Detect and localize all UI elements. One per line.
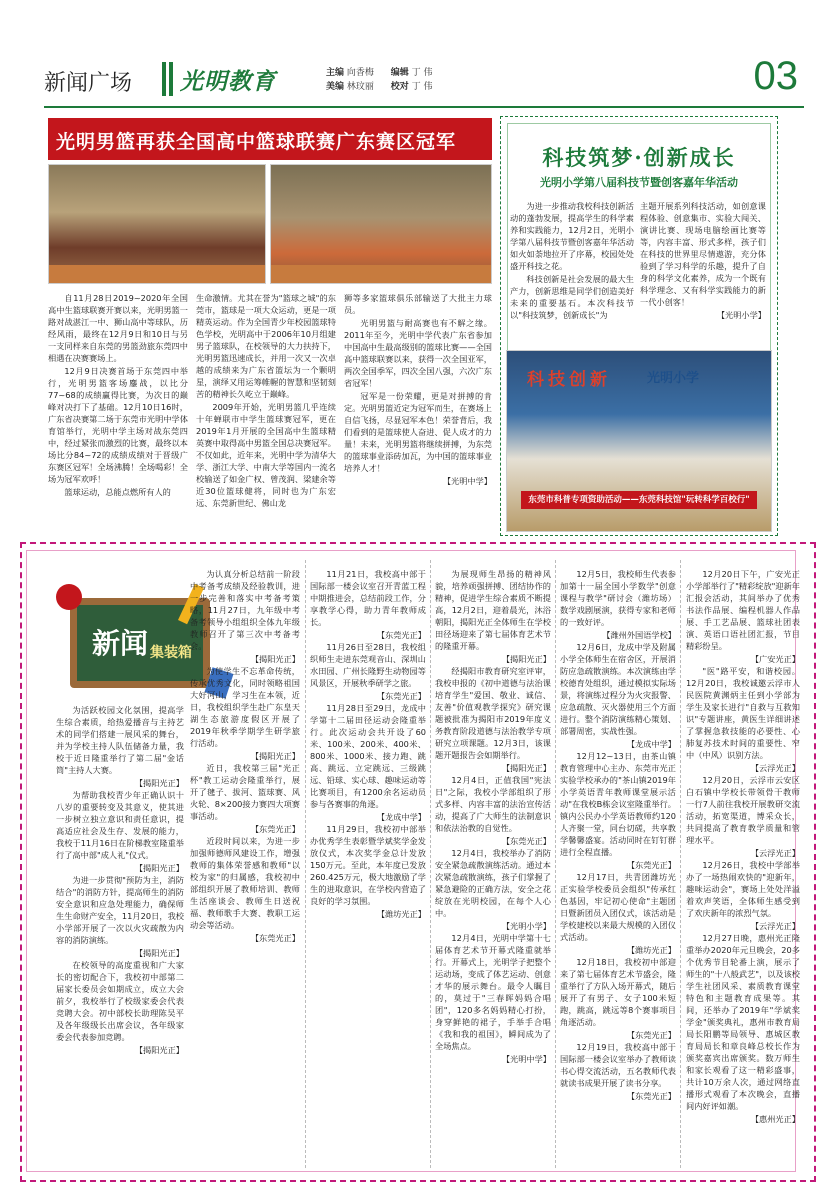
article1-column-2 [196, 292, 336, 510]
news-item: 11月28日至29日，龙成中学第十二届田径运动会隆重举行。此次运动会共开设了60米、100米、200米、400米、800米、1000米、接力跑、跳高、跳远、立定跳远、三级跳远、铅球、实心球、趣味运动等比赛项目，有1200余名运动员参与各赛事的角逐。 [310, 703, 426, 809]
byline: 【光明中学】 [442, 476, 492, 486]
news-column-b [190, 568, 300, 944]
logo-bar-icon [162, 62, 166, 96]
news-item: 11月26日至28日，我校组织师生走进东莞观音山、深圳山水田园、广州长隆野生动物园等风景区，开展秋季研学之旅。 [310, 642, 426, 688]
newspaper-logo [162, 60, 308, 98]
article1-headline-bar [48, 118, 492, 160]
credit-label: 美编 [326, 82, 345, 92]
news-item: 12月27日晚，惠州光正隆重举办2020年元旦晚会，20多个优秀节目轮番上演，展示了师生的"十八般武艺"，以及该校学生社团风采、素质教育课堂特色和主题教育成果等。其间，还举办了2019年"学斌奖学金"颁奖典礼，惠州市教育局局长阳鹏等局领导、惠城区教育局局长和章良峰总校长作为颁奖嘉宾出席颁奖。数万师生和家长观看了这一精彩盛事，共计10万余人次，通过网络直播形式观看了本次晚会，直播间内好评如潮。 [686, 933, 800, 1111]
news-board-title: 新闻 [92, 627, 149, 660]
news-item: 12月17日，共青团潍坊光正实验学校委员会组织"传承红色基因，牢记初心使命"主题团日暨新团员入团仪式，该活动是学校建校以来最大规模的入团仪式活动。 [560, 872, 676, 942]
byline: 【潍州外国语学校】 [602, 630, 676, 640]
basketball-team-photo [48, 164, 266, 284]
byline: 【云浮光正】 [750, 921, 800, 931]
news-item: 12月19日，我校高中部于国际部一楼会议室举办了教师读书心得交流活动，五名教师代表就读书成果开展了读书分享。 [560, 1042, 676, 1088]
credits-row [326, 80, 526, 94]
byline: 【东莞光正】 [376, 630, 426, 640]
credit-label: 校对 [390, 82, 409, 92]
news-board-subtitle: 集装箱 [150, 645, 192, 661]
news-item: 12月4日，光明中学第十七届体育艺术节开幕式隆重就举行。开幕式上，光明学子把整个运动场，变成了体艺运动、创意才华的展示舞台。最令人瞩目的，莫过于"三春晖妈妈合唱团"，120多名妈妈精心打扮，身穿鲜艳的裙子，手举手合唱《我和我的祖国》，瞬间成为了全场焦点。 [435, 933, 551, 1051]
byline: 【东莞光正】 [501, 836, 551, 846]
news-column-a [56, 704, 184, 1056]
news-item: 12月26日，我校中学部举办了一场热闹欢快的"迎新年，趣味运动会"，赛场上处处洋溢着欢声笑语，全体师生感受到了欢庆新年的浓烈气氛。 [686, 860, 800, 918]
news-item: 11月29日，我校初中部举办优秀学生表彰暨学斌奖学金发放仪式，本次奖学金总计发放150万元。至此，本年度已发放260.425万元，极大地激励了学生的进取意识，在学校内营造了良好的学习氛围。 [310, 824, 426, 906]
photo-sign-text-2: 光明小学 [647, 371, 700, 386]
news-item: 为展现师生昂扬的精神风貌，培养顽强拼搏、团结协作的精神，促进学生综合素质不断提高，12月2日，迎着晨光，沐浴朝阳，揭阳光正全体师生在学校田径场迎来了第七届体育艺术节的隆重开幕。 [435, 569, 551, 651]
byline: 【揭阳光正】 [134, 778, 184, 788]
news-column-e [560, 568, 676, 1102]
news-item: 12月18日，我校初中部迎来了第七届体育艺术节盛会，隆重举行了方队入场开幕式，随后展开了有男子、女子100米短跑，跳高，跳远等8个赛事项目角逐活动。 [560, 957, 676, 1027]
news-item: 12月20日，云浮市云安区白石镇中学校长带领骨干教师一行7人前往我校开展教研交流活动，拓宽渠道，博采众长，共同提高了教育教学质量和管理水平。 [686, 775, 800, 845]
paragraph: 为进一步推动我校科技创新活动的蓬勃发展，提高学生的科学素养和实践能力，12月2日，光明小学第八届科技节暨创客嘉年华活动如火如荼地拉开了序幕，校园处处盛开科技之花。 [510, 201, 634, 271]
article1-headline: 光明男篮再获全国高中篮球联赛广东赛区冠军 [56, 131, 457, 153]
article2-headline: 科技筑梦·创新成长 [542, 145, 736, 170]
court-floor [271, 265, 491, 283]
byline: 【揭阳光正】 [134, 863, 184, 873]
paragraph: 科技创新是社会发展的最大生产力，创新思维是同学们创造美好未来的重要基石。本次科技节以"科技筑梦，创新成长"为 [510, 274, 634, 320]
apple-icon [56, 584, 82, 610]
byline: 【揭阳光正】 [134, 1045, 184, 1055]
byline: 【揭阳光正】 [250, 654, 300, 664]
photo-people [55, 219, 259, 265]
paragraph: 冠军是一份荣耀，更是对拼搏的肯定。光明男篮近定为冠军而生，在赛场上自信飞扬，尽显冠军本色！荣誉背后，我们看到的是篮球使人奋进、促人成才的力量！未来，光明男篮将继续拼搏，为东莞的篮球事业添砖加瓦，为中国的篮球事业培养人才！ [344, 391, 492, 473]
byline: 【东莞光正】 [626, 1091, 676, 1101]
byline: 【光明小学】 [716, 310, 766, 320]
news-item: 为使学生不忘革命传统，传承优秀文化，同时领略祖国大好河山，学习生在本领，近日，我校组织学生赴广东皇天湖生态旅游度假区开展了2019年秋季学期学生研学旅行活动。 [190, 666, 300, 748]
news-item: 近日，我校第三届"光正杯"教工运动会隆重举行，展开了毽子、拔河、篮球赛、风火轮、8×200接力赛四大项赛事活动。 [190, 763, 300, 821]
page-header [44, 54, 804, 100]
paragraph: 生命激情。尤其在誉为"篮球之城"的东莞市，篮球是一项大众运动，更是一项精英运动。作为全国青少年校园篮球特色学校，光明高中于2006年10月组建男子篮球队，在校领导的大力扶持下，光明男篮迅速成长，并用一次又一次卓越的成绩来为广东省篮坛为一个颗明星，演绎又用运筹帷幄的智慧和坚韧刻苦的精神长久屹立于巅峰。 [196, 293, 336, 399]
photo-sign-text: 科技创新 [527, 370, 611, 390]
photo-people [517, 449, 761, 489]
news-item: 12月6日，龙成中学及附属小学全体师生在宿舍区，开展消防应急疏散演练。本次演练由学校德育处组织，通过模拟实际场景，将演练过程分为火灾报警、应急疏散、灭火器使用三个方面进行。整个消防演练精心策划、部署周密，实战性强。 [560, 642, 676, 736]
paragraph: 主题开展系列科技活动，如创意课程体验、创意集市、实验大闯关、演讲比赛、现场电脑绘画比赛等等，内容丰富、形式多样，孩子们在科技的世界里尽情遨游，充分体验到了学习科学的乐趣，提升了自身的科学文化素养，成为一个既有科学理念、又有科学实践能力的新一代小创客！ [640, 201, 766, 307]
credits-row [326, 66, 526, 80]
photo-banner: 东莞市科普专项资助活动——东莞科技馆"玩转科学百校行" [521, 491, 757, 509]
byline: 【揭阳光正】 [250, 751, 300, 761]
news-column-f [686, 568, 800, 1125]
byline: 【龙成中学】 [376, 812, 426, 822]
byline: 【惠州光正】 [750, 1114, 800, 1124]
news-item: 为活跃校园文化氛围，提高学生综合素质，给热爱播音与主持艺术的同学们搭建一展风采的舞台，并为学校主持人队伍储备力量，我校于近日隆重举行了第二届"金话筒"主持人大赛。 [56, 705, 184, 775]
byline: 【光明小学】 [501, 921, 551, 931]
byline: 【东莞光正】 [250, 933, 300, 943]
header-rule [44, 106, 804, 108]
byline: 【揭阳光正】 [501, 654, 551, 664]
news-item: 近段时间以来，为进一步加强师德师风建设工作，增强教师的集体荣誉感和教师"以校为家"的归属感，我校初中部组织开展了教师培训、教师生活座谈会、教师生日送祝福、教师歌手大赛、教职工运动会等活动。 [190, 836, 300, 930]
news-item: 12月20日下午，广安光正小学部举行了"精彩绽放"迎新年汇报会活动，其间举办了优秀书法作品展、编程机器人作品展、手工艺品展、篮球社团表演、英语口语社团汇报，节目精彩纷呈。 [686, 569, 800, 651]
court-floor [49, 265, 265, 283]
byline: 【东莞光正】 [626, 1030, 676, 1040]
section-title: 新闻广场 [44, 71, 133, 96]
byline: 【云浮光正】 [750, 848, 800, 858]
byline: 【潍坊光正】 [626, 945, 676, 955]
news-item: 经揭阳市教育研究室评审，我校申报的《初中道德与法治课培育学生"爱国、敬业、诚信、友善"价值观教学探究》研究课题被批准为揭阳市2019年度义务教育阶段道德与法治教学专项研究立项课题。12月3日，该课题开题报告会如期举行。 [435, 666, 551, 760]
article2-column-1 [510, 200, 634, 322]
basketball-award-photo [270, 164, 492, 284]
credit-name: 向香梅 [346, 68, 374, 78]
article1-column-1 [48, 292, 188, 499]
paragraph: 光明男篮与耐高赛也有不解之缘。2011年至今，光明中学代表广东省参加中国高中生最高级别的篮球比赛——全国高中篮球联赛以来，获得一次全国亚军，两次全国季军，四次全国八强，六次广东省冠军！ [344, 318, 492, 388]
article2-column-2 [640, 200, 766, 321]
news-item: 为帮助我校青少年正确认识十八岁的重要转变及其意义，使其进一步树立独立意识和责任意识，提高适应社会及生存、发展的能力，我校于11月16日在阶梯教室隆重举行了高中部"成人礼"仪式。 [56, 790, 184, 860]
byline: 【潍坊光正】 [376, 909, 426, 919]
paragraph: 篮球运动，总能点燃所有人的 [64, 487, 171, 497]
article2-subheadline: 光明小学第八届科技节暨创客嘉年华活动 [540, 176, 738, 189]
credits [326, 66, 526, 94]
news-column-c [310, 568, 426, 920]
article1-column-3 [344, 292, 492, 487]
byline: 【云浮光正】 [750, 763, 800, 773]
page-number: 03 [753, 54, 798, 98]
credit-name: 丁 伟 [411, 82, 433, 92]
paragraph: 狮等多家篮球俱乐部输送了大批主力球员。 [344, 293, 492, 315]
logo-bar-icon [169, 62, 173, 96]
byline: 【揭阳光正】 [134, 948, 184, 958]
byline: 【东莞光正】 [250, 824, 300, 834]
byline: 【广安光正】 [750, 654, 800, 664]
paragraph: 12月9日决赛首场于东莞四中举行，光明男篮客场鏖战，以比分77~68的成绩赢得比赛，为次日的巅峰对决打下了基础。12月10日16时，广东省决赛第二场于东莞市光明中学体育馆举行，光明中学主场对战东莞四中，经过紧张而激烈的比赛，最终以本场比分84~72的成绩成绩对于晋级广东赛区冠军！全场沸腾！全场喝彩！全场为冠军欢呼！ [48, 366, 188, 484]
news-column-d [435, 568, 551, 1065]
credit-name: 林玟丽 [346, 82, 374, 92]
paragraph: 自11月28日2019~2020年全国高中生篮球联赛开赛以来，光明男篮一路对战湛江一中、狮山高中等球队，历经风雨，最终在12月9日和10日与另一支同样来自东莞的男篮劲旅东莞四中相遇在决赛赛场上。 [48, 293, 188, 363]
credit-label: 主编 [326, 68, 345, 78]
news-item: 12月12~13日，由茶山镇教育管理中心主办、东莞市光正实验学校承办的"茶山镇2019年小学英语青年教师课堂展示活动"在我校B栋会议室隆重举行。镇内公民办小学英语教师约120人齐聚一堂，同台切磋，共享教学馨馨盛宴。活动同时在钉钉群进行全程直播。 [560, 751, 676, 857]
credit-label: 编辑 [390, 68, 409, 78]
news-item: 12月4日，正值我国"宪法日"之际，我校小学部组织了形式多样、内容丰富的法治宣传活动，提高了广大师生的法制意识和依法治教的自觉性。 [435, 775, 551, 833]
news-item: 12月5日，我校师生代表参加第十一届全国小学数学"创意课程与教学"研讨会（潍坊场）数学戏剧展演，获得专家和老师的一致好评。 [560, 569, 676, 627]
credit-name: 丁 伟 [411, 68, 433, 78]
news-item: 12月4日，我校举办了消防安全紧急疏散演练活动。通过本次紧急疏散演练，孩子们掌握了紧急避险的正确方法，安全之花绽放在光明校园，在每个人心中。 [435, 848, 551, 918]
byline: 【揭阳光正】 [501, 763, 551, 773]
logo-text: 光明教育 [180, 68, 276, 95]
news-item: 在校领导的高度重视和广大家长的密切配合下，我校初中部第二届家长委员会如期成立，成立大会前夕，我校举行了校级家委会代表竞聘大会。初中部校长助理陈吴平及各年级级长出席会议，各年级家委会代表参加竞聘。 [56, 960, 184, 1042]
science-festival-photo [506, 350, 772, 532]
byline: 【龙成中学】 [626, 739, 676, 749]
photo-people [277, 219, 485, 265]
news-item: 为认真分析总结前一阶段中考备考成绩及经验教训，进一步完善和落实中考备考策略，11月27日，九年级中考备考领导小组组织全体九年级教师召开了第三次中考备考会。 [190, 569, 300, 651]
news-item: 为进一步贯彻"预防为主，消防结合"的消防方针，提高师生的消防安全意识和应急处理能力，确保师生生命财产安全，11月20日，我校小学部开展了一次以火灾疏散为内容的消防演练。 [56, 875, 184, 945]
byline: 【东莞光正】 [626, 860, 676, 870]
paragraph: 2009年开始，光明男篮几乎连续十年蝉联市中学生篮球赛冠军，更在2019年1月开展的全国高中生篮球精英赛中取得高中男篮全国总决赛冠军。不仅如此，近年来，光明中学为清华大学、浙江大学、中南大学等国内一流名校输送了如金广权、曾茂润、梁建余等近30位篮球健将，同时也为广东宏远、东莞新世纪、佛山龙 [196, 402, 336, 508]
byline: 【东莞光正】 [376, 691, 426, 701]
news-item: 11月21日，我校高中部于国际部一楼会议室召开青蓝工程中期推进会，总结前段工作，分享教学心得，助力青年教师成长。 [310, 569, 426, 627]
news-item: "医"路平安，和谐校园。12月20日，我校诚邀云浮市人民医院黄渊炳主任到小学部为学生及家长进行"自救与互救知识"专题讲座，黄医生详细讲述了掌握急救技能的必要性、心肺复苏技术时间的重要性、窄中（中风）识别方法。 [686, 666, 800, 760]
byline: 【光明中学】 [501, 1054, 551, 1064]
